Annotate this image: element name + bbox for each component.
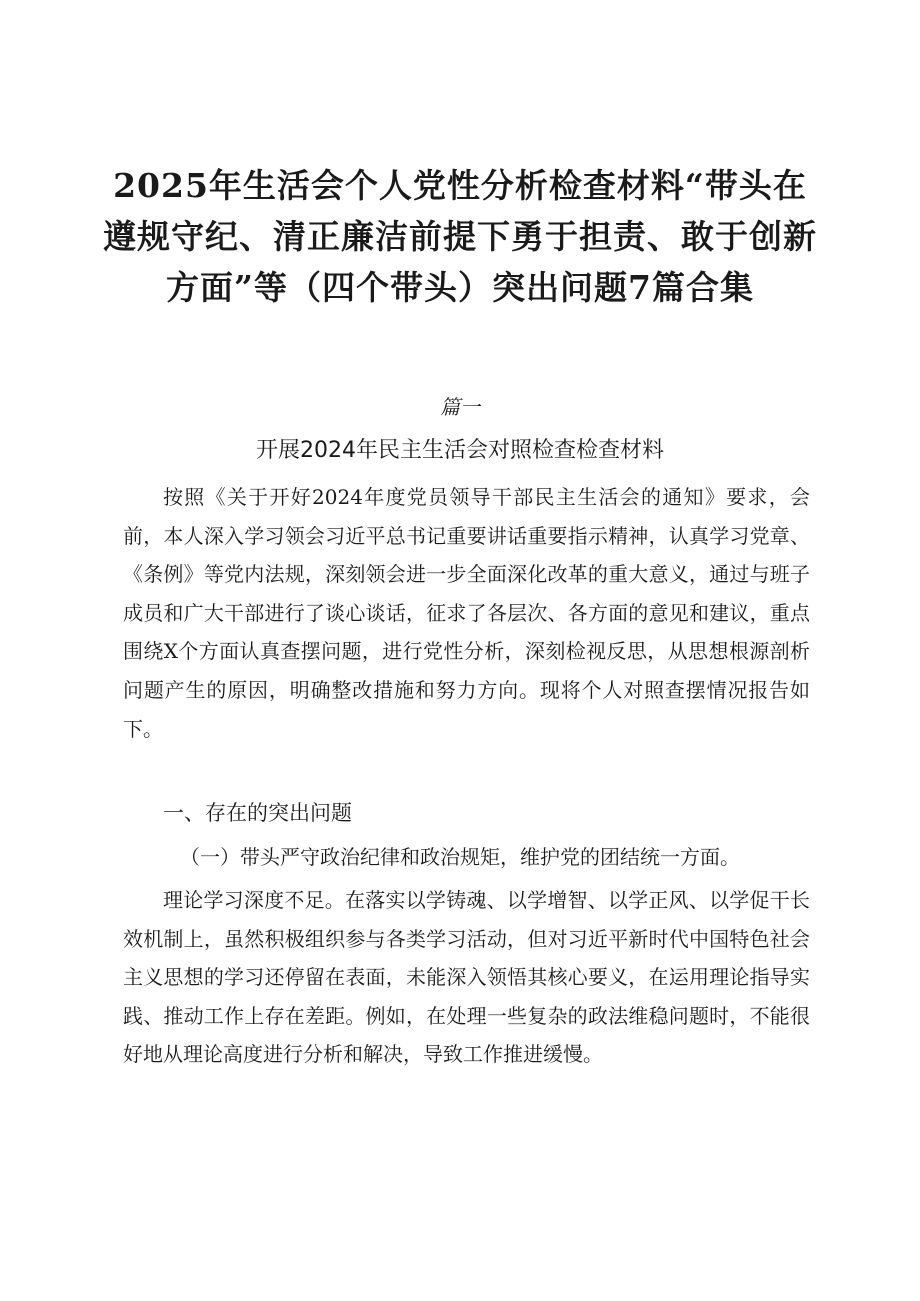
chapter-label: 篇一 bbox=[440, 395, 480, 419]
section-heading: 一、存在的突出问题 bbox=[163, 801, 352, 825]
document-title: 2025年生活会个人党性分析检查材料“带头在遵规守纪、清正廉洁前提下勇于担责、敢于创新方面”等（四个带头）突出问题7篇合集 bbox=[103, 166, 817, 307]
section-subtitle: 开展2024年民主生活会对照检查检查材料 bbox=[256, 438, 664, 463]
intro-paragraph: 按照《关于开好2024年度党员领导干部民主生活会的通知》要求，会前，本人深入学习领会习近平总书记重要讲话重要指示精神，认真学习党章、《条例》等党内法规，深刻领会进一步全面深化改革的重大意义，通过与班子成员和广大干部进行了谈心谈话，征求了各层次、各方面的意见和建议，重点围绕X个方面认真查摆问题，进行党性分析，深刻检视反思，从思想根源剖析问题产生的原因，明确整改措施和努力方向。现将个人对照查摆情况报告如下。 bbox=[123, 485, 810, 741]
sub-heading: （一）带头严守政治纪律和政治规矩，维护党的团结统一方面。 bbox=[180, 845, 740, 869]
issue-paragraph: 理论学习深度不足。在落实以学铸魂、以学增智、以学正风、以学促干长效机制上，虽然积极组织参与各类学习活动，但对习近平新时代中国特色社会主义思想的学习还停留在表面，未能深入领悟其核心要义，在运用理论指导实践、推动工作上存在差距。例如，在处理一些复杂的政法维稳问题时，不能很好地从理论高度进行分析和解决，导致工作推进缓慢。 bbox=[123, 888, 810, 1067]
